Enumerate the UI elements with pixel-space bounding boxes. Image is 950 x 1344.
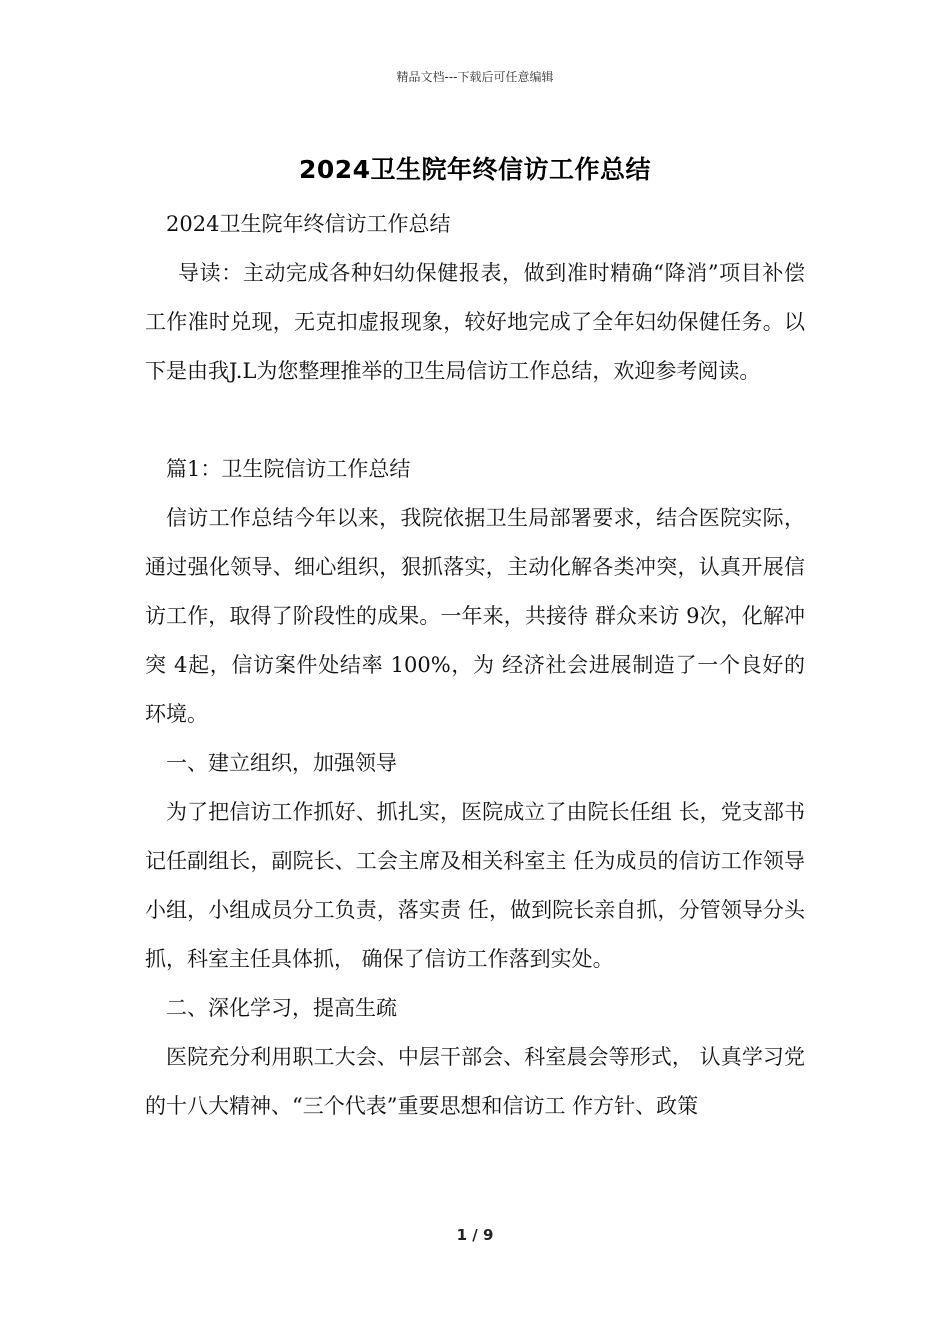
section-heading: 二、深化学习，提高生疏: [166, 996, 397, 1020]
page-number: 1 / 9: [456, 1226, 494, 1244]
subtitle-paragraph: 2024卫生院年终信访工作总结: [166, 212, 451, 236]
blank-line: [145, 396, 805, 445]
page-header: 精品文档---下载后可任意编辑: [396, 70, 554, 84]
section-heading: 一、建立组织，加强领导: [166, 751, 397, 775]
body-paragraph: 医院充分利用职工大会、中层干部会、科室晨会等形式， 认真学习党的十八大精神、“三个代表”重要思想和信访工 作方针、政策: [145, 1045, 805, 1118]
body-paragraph: 信访工作总结今年以来，我院依据卫生局部署要求，结合医院实际， 通过强化领导、细心组织，狠抓落实，主动化解各类冲突，认真开展信访工作，取得了阶段性的成果。一年来，共接待 群众来访 9次，化解冲突 4起，信访案件处结率 100%，为 经济社会进展制造了一个良好的环境。: [145, 506, 805, 726]
document-title: 2024卫生院年终信访工作总结: [298, 155, 652, 184]
body-paragraph: 为了把信访工作抓好、抓扎实，医院成立了由院长任组 长，党支部书记任副组长，副院长、工会主席及相关科室主 任为成员的信访工作领导小组，小组成员分工负责，落实责 任，做到院长亲自抓，分管领导分头抓，科室主任具体抓， 确保了信访工作落到实处。: [145, 800, 805, 971]
section-heading: 篇1：卫生院信访工作总结: [166, 457, 411, 481]
document-body: [145, 200, 805, 1131]
intro-paragraph: 导读：主动完成各种妇幼保健报表，做到准时精确“降消”项目补偿工作准时兑现，无克扣虚报现象，较好地完成了全年妇幼保健任务。以下是由我J.L为您整理推举的卫生局信访工作总结，欢迎参考阅读。: [145, 261, 805, 383]
